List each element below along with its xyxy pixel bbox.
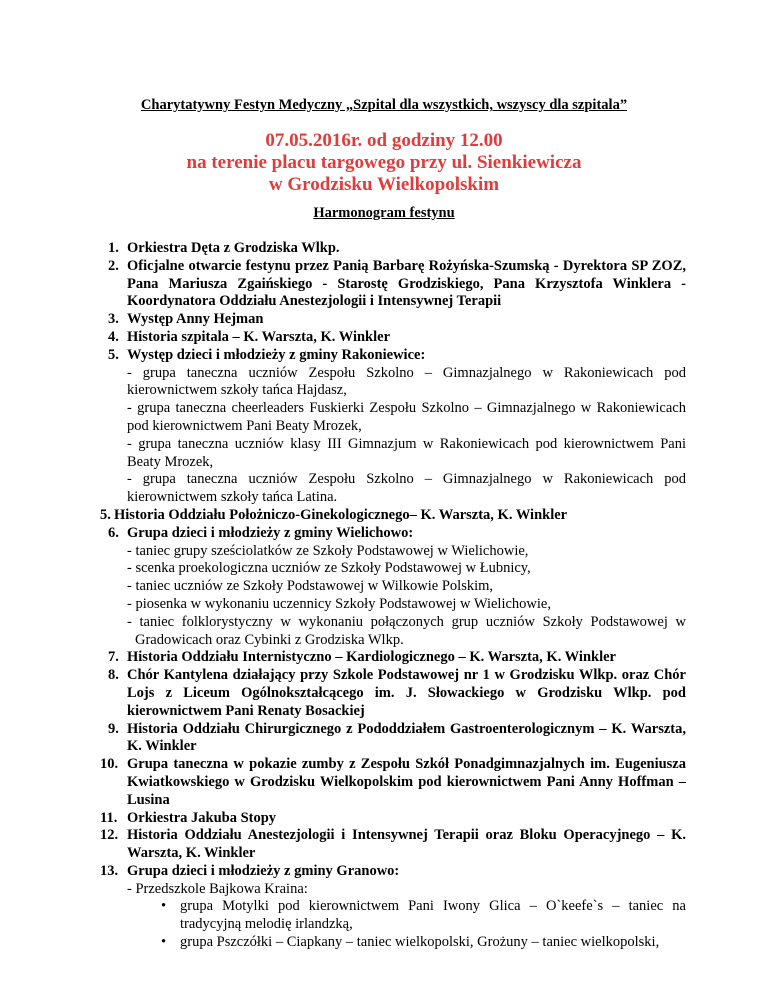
sub-item: - taniec grupy sześciolatków ze Szkoły Podstawowej w Wielichowie, <box>127 542 529 559</box>
event-info <box>0 130 768 196</box>
item-number: 12. <box>100 827 119 844</box>
item-text: Grupa dzieci i młodzieży z gminy Wielichowo: <box>127 524 414 541</box>
item-number: 1. <box>108 240 119 256</box>
bullet-icon: • <box>161 898 167 915</box>
bullet-item <box>161 934 686 952</box>
sub-item: - piosenka w wykonaniu uczennicy Szkoły Podstawowej w Wielichowie, <box>127 595 551 612</box>
event-city: w Grodzisku Wielkopolskim <box>268 174 500 195</box>
bullet-item <box>161 898 686 934</box>
item-number: 7. <box>108 649 119 666</box>
item-number: 13. <box>100 862 119 879</box>
event-place: na terenie placu targowego przy ul. Sienkiewicza <box>186 152 582 173</box>
schedule-item-9 <box>108 721 686 757</box>
item-text: Historia szpitala – K. Warszta, K. Winkler <box>127 328 391 345</box>
sub-item: - grupa taneczna uczniów Zespołu Szkolno – Gimnazjalnego w Rakoniewicach pod kierownictwem szkoły tańca Latina. <box>127 471 686 506</box>
schedule-item-10 <box>100 756 686 809</box>
schedule-heading: Harmonogram festynu <box>313 205 455 221</box>
sub-item: - grupa taneczna cheerleaders Fuskierki Zespołu Szkolno – Gimnazjalnego w Rakoniewicach pod kierownictwem Pani Beaty Mrozek, <box>127 400 686 434</box>
schedule-item-12 <box>100 827 686 863</box>
item-number: 9. <box>108 720 119 737</box>
item-text: Chór Kantylena działający przy Szkole Podstawowej nr 1 w Grodzisku Wlkp. oraz Chór Lojs z Liceum Ogólnokształcącego im. J. Słowackiego w Grodzisku Wlkp. pod kierownictwem Pani Renaty Bosackiej <box>127 667 686 719</box>
item-text: Występ Anny Hejman <box>127 311 264 328</box>
item-text: Historia Oddziału Położniczo-Ginekologicznego– K. Warszta, K. Winkler <box>114 506 568 523</box>
sub-item: - Przedszkole Bajkowa Kraina: <box>127 880 308 897</box>
schedule-item-5 <box>108 347 686 507</box>
item-text: Historia Oddziału Chirurgicznego z Pododdziałem Gastroenterologicznym – K. Warszta, K. Winkler <box>127 720 686 755</box>
item-number: 5. <box>108 346 119 363</box>
item-number: 4. <box>108 328 119 345</box>
item-number: 11. <box>100 809 118 826</box>
schedule-item-4 <box>108 329 686 347</box>
schedule-list <box>100 240 686 952</box>
item-number: 3. <box>108 311 119 328</box>
item-number: 10. <box>100 756 119 773</box>
item-text: Występ dzieci i młodzieży z gminy Rakoniewice: <box>127 346 426 363</box>
item-text: Orkiestra Dęta z Grodziska Wlkp. <box>127 240 340 256</box>
sub-item: - grupa taneczna uczniów klasy III Gimnazjum w Rakoniewicach pod kierownictwem Pani Beaty Mrozek, <box>127 435 686 470</box>
schedule-item-1 <box>108 240 686 258</box>
bullet-text: grupa Motylki pod kierownictwem Pani Iwony Glica – O`keefe`s – taniec na tradycyjną melodię irlandzką, <box>180 898 686 933</box>
item-text: Oficjalne otwarcie festynu przez Panią Barbarę Rożyńska-Szumską - Dyrektora SP ZOZ, Pana Mariusza Zgaińskiego - Starostę Grodziskiego, Pana Krzysztofa Winklera - Koordynatora Oddziału Anestezjologii i Intensywnej Terapii <box>127 257 686 310</box>
item-text: Historia Oddziału Internistyczno – Kardiologicznego – K. Warszta, K. Winkler <box>127 649 616 666</box>
item-number: 5. <box>100 506 111 523</box>
bullet-text: grupa Pszczółki – Ciapkany – taniec wielkopolski, Grożuny – taniec wielkopolski, <box>180 934 660 951</box>
schedule-item-13 <box>100 863 686 952</box>
item-text: Orkiestra Jakuba Stopy <box>127 809 277 826</box>
sub-item: - grupa taneczna uczniów Zespołu Szkolno – Gimnazjalnego w Rakoniewicach pod kierownictwem szkoły tańca Hajdasz, <box>127 364 686 399</box>
schedule-item-5b <box>100 507 686 525</box>
schedule-item-2 <box>108 258 686 311</box>
sub-item: - taniec folklorystyczny w wykonaniu połączonych grup uczniów Szkoły Podstawowej w Gradowicach oraz Cybinki z Grodziska Wlkp. <box>127 613 686 648</box>
item-text: Historia Oddziału Anestezjologii i Intensywnej Terapii oraz Bloku Operacyjnego – K. Warszta, K. Winkler <box>127 827 686 862</box>
schedule-item-11 <box>100 810 686 828</box>
bullet-icon: • <box>161 934 167 951</box>
schedule-item-7 <box>108 649 686 667</box>
schedule-item-3 <box>108 311 686 329</box>
item-text: Grupa dzieci i młodzieży z gminy Granowo: <box>127 862 400 879</box>
item-text: Grupa taneczna w pokazie zumby z Zespołu Szkół Ponadgimnazjalnych im. Eugeniusza Kwiatkowskiego w Grodzisku Wielkopolskim pod kierownictwem Pani Anny Hoffman – Lusina <box>127 756 686 808</box>
festival-title: Charytatywny Festyn Medyczny „Szpital dla wszystkich, wszyscy dla szpitala” <box>140 97 628 113</box>
sub-item: - taniec uczniów ze Szkoły Podstawowej w Wilkowie Polskim, <box>127 578 494 595</box>
sub-item: - scenka proekologiczna uczniów ze Szkoły Podstawowej w Łubnicy, <box>127 560 531 577</box>
schedule-item-6 <box>108 525 686 650</box>
event-date: 07.05.2016r. od godziny 12.00 <box>265 130 503 151</box>
schedule-item-8 <box>108 667 686 720</box>
item-number: 2. <box>108 257 119 274</box>
item-number: 8. <box>108 667 119 684</box>
item-number: 6. <box>108 524 119 541</box>
